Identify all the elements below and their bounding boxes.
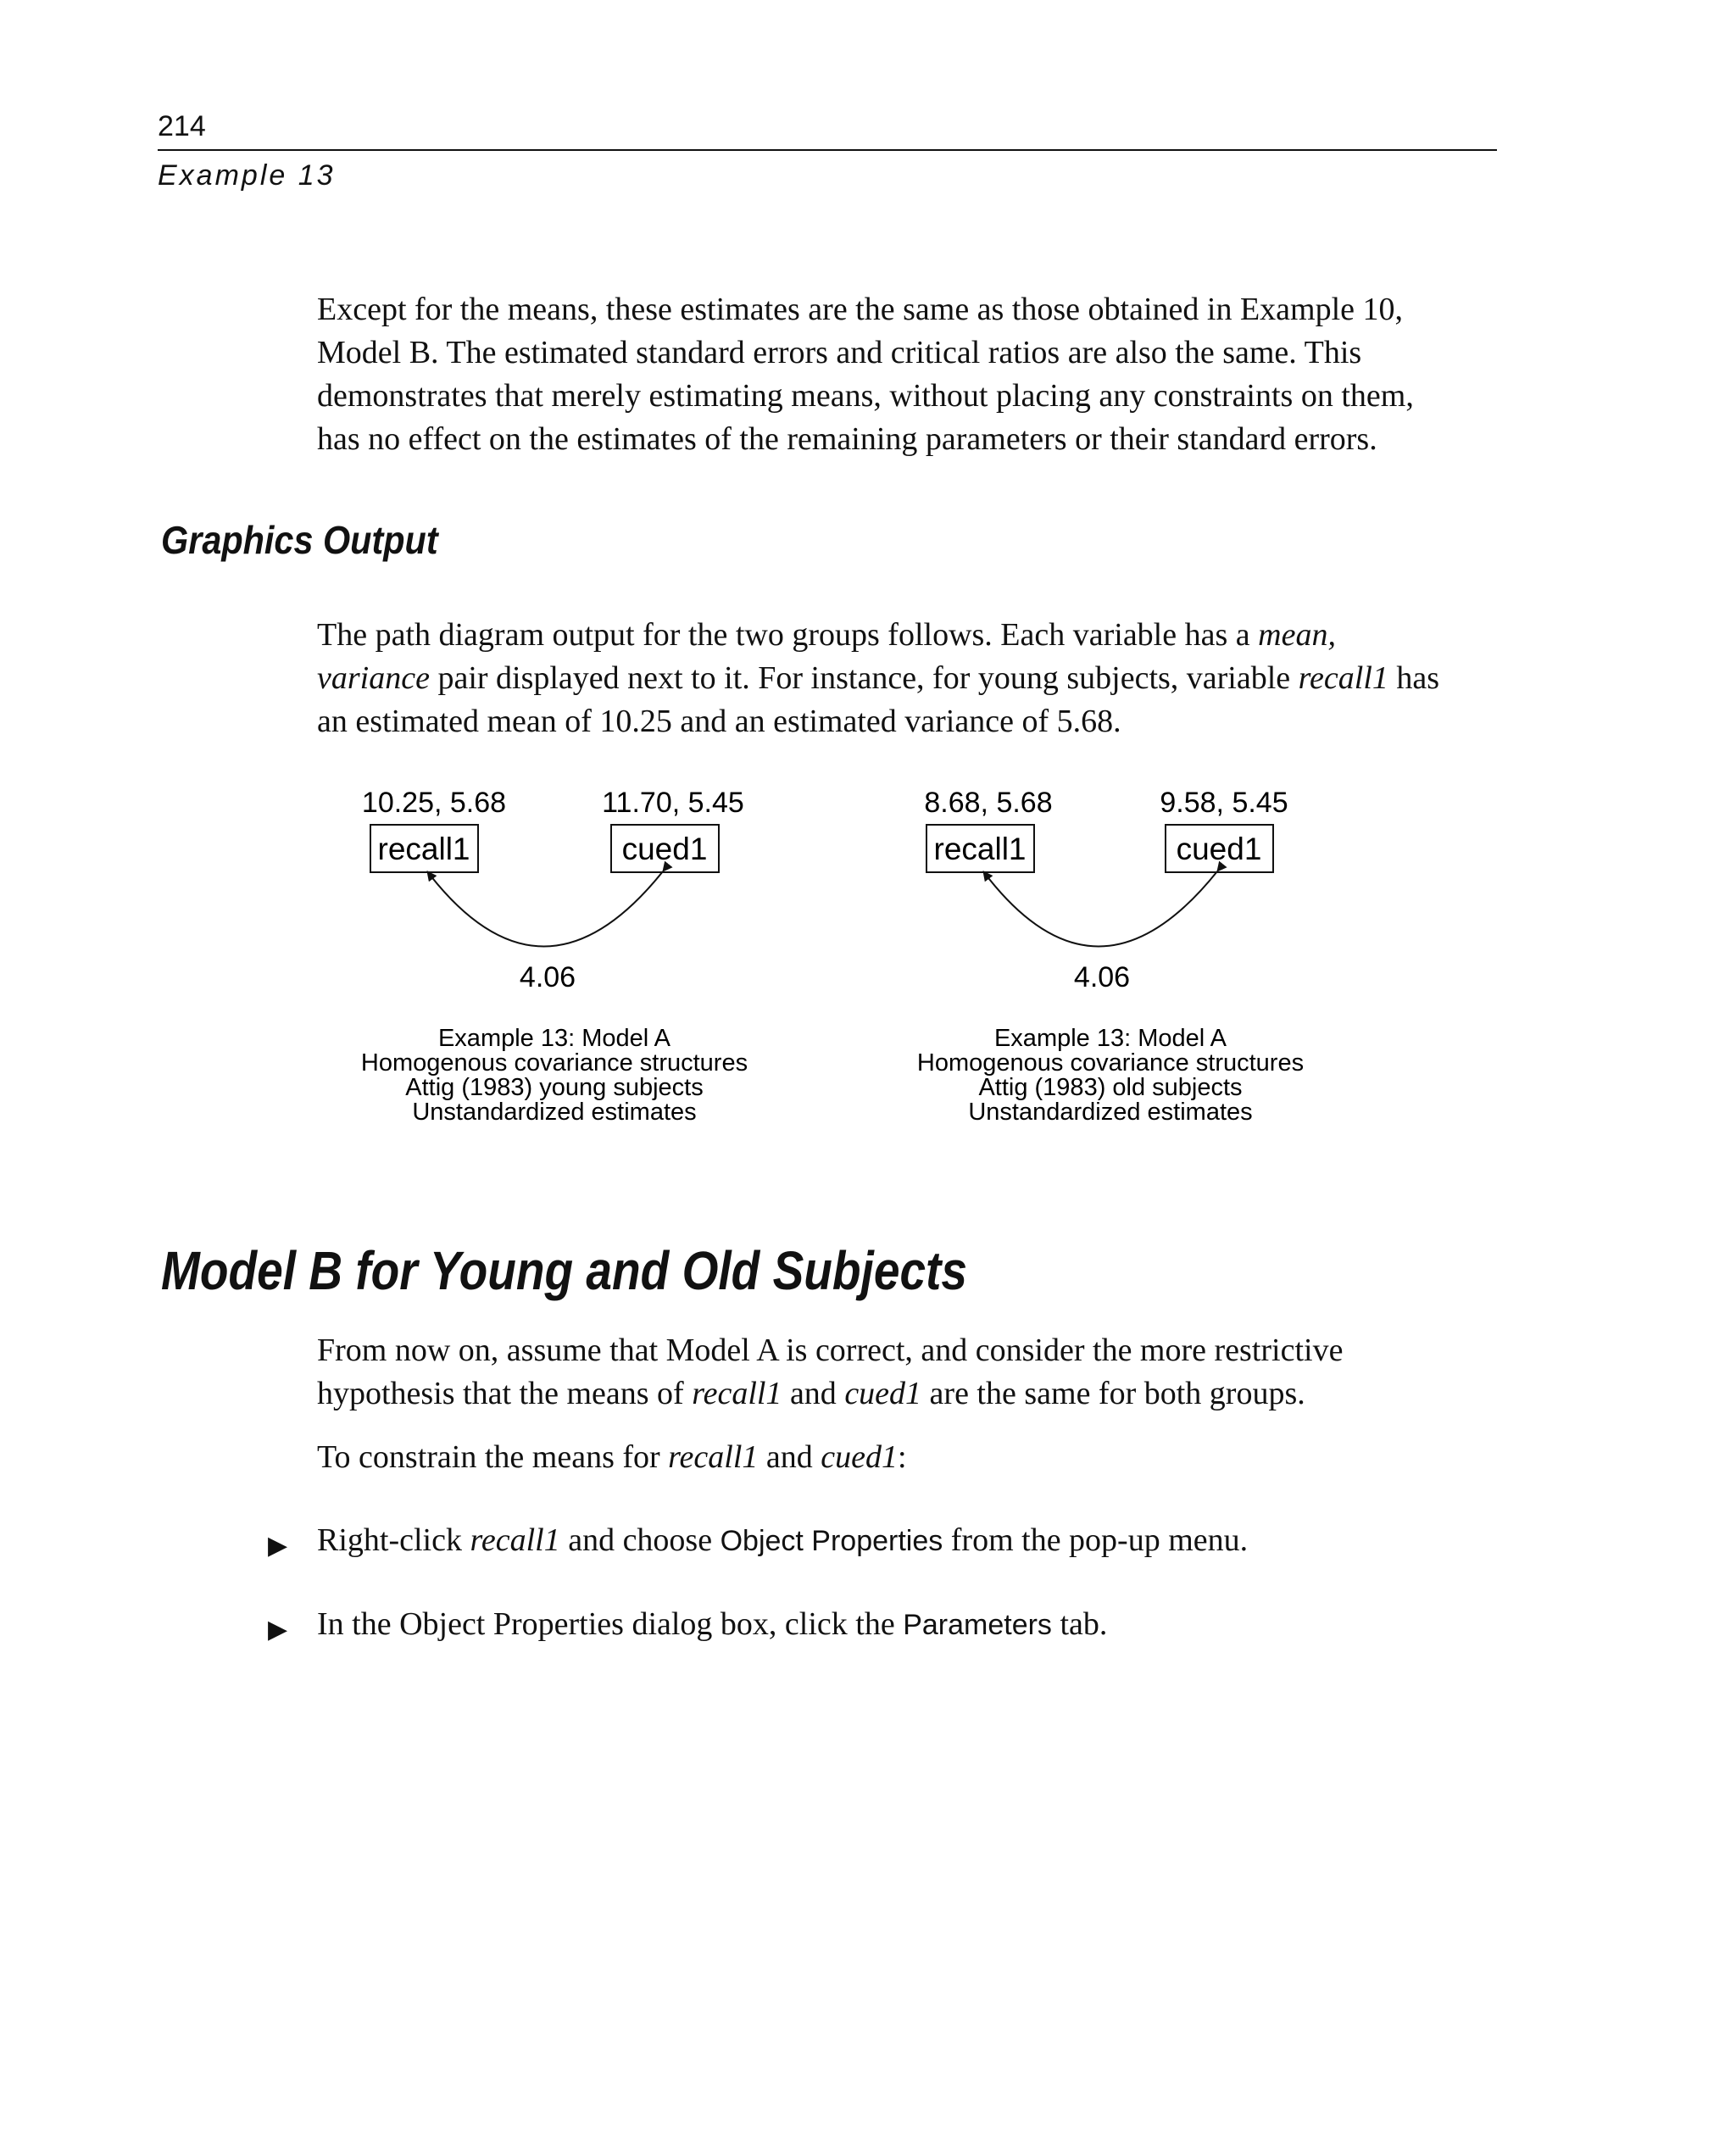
young-covariance-value: 4.06 <box>519 961 576 993</box>
young-caption-line-3: Attig (1983) young subjects <box>405 1074 704 1101</box>
step-2-text-e: tab. <box>1051 1606 1108 1642</box>
graphics-line3: an estimated mean of 10.25 and an estimated variance of 5.68. <box>317 704 1121 739</box>
young-caption-line-4: Unstandardized estimates <box>412 1099 697 1126</box>
old-caption-line-1: Example 13: Model A <box>993 1025 1227 1052</box>
young-caption-line-2: Homogenous covariance structures <box>360 1049 748 1077</box>
graphics-line2-text-d: has <box>1388 660 1440 696</box>
young-cued1-values: 11.70, 5.45 <box>602 787 744 819</box>
model-b-line2-recall1: recall1 <box>692 1376 782 1411</box>
step-2-bullet-icon: ▶ <box>268 1615 288 1644</box>
page-number: 214 <box>158 110 206 142</box>
young-cued1-label: cued1 <box>621 832 708 866</box>
step-2-parameters: Parameters <box>903 1609 1052 1641</box>
young-covariance-arrow <box>427 871 663 947</box>
model-b-line1: From now on, assume that Model A is correct, and consider the more restrictive <box>317 1333 1344 1368</box>
step-1-recall1: recall1 <box>470 1522 560 1558</box>
step-1 <box>317 1519 1504 1563</box>
constrain-text-c: and <box>758 1439 821 1475</box>
old-covariance-value: 4.06 <box>1073 961 1131 993</box>
old-covariance-arrow <box>983 871 1217 947</box>
graphics-line2-italic-c: recall1 <box>1298 660 1388 696</box>
old-caption-line-2: Homogenous covariance structures <box>916 1049 1305 1077</box>
intro-line-3: demonstrates that merely estimating means, without placing any constraints on them, <box>317 378 1414 414</box>
step-2-text-a: In the Object Properties dialog box, click the <box>317 1606 904 1642</box>
old-cued1-label: cued1 <box>1176 832 1262 866</box>
step-1-text-c: and choose <box>559 1522 721 1558</box>
diagram-young <box>361 787 748 1126</box>
intro-line-4: has no effect on the estimates of the remaining parameters or their standard errors. <box>317 421 1377 457</box>
step-1-bullet-icon: ▶ <box>268 1531 288 1561</box>
step-2 <box>317 1603 1504 1647</box>
graphics-line1-text: The path diagram output for the two groups follows. Each variable has a <box>317 617 1259 653</box>
step-1-text-e: from the pop-up menu. <box>943 1522 1249 1558</box>
model-b-line2-cued1: cued1 <box>844 1376 922 1411</box>
step-1-text-a: Right-click <box>317 1522 470 1558</box>
intro-line-2: Model B. The estimated standard errors and critical ratios are also the same. This <box>317 335 1362 370</box>
constrain-paragraph <box>317 1436 1504 1479</box>
graphics-line2-text-b: pair displayed next to it. For instance, for young subjects, variable <box>429 660 1299 696</box>
constrain-cued1: cued1 <box>821 1439 899 1475</box>
step-1-object-properties: Object Properties <box>720 1525 943 1557</box>
old-recall1-label: recall1 <box>933 832 1027 866</box>
model-b-heading: Model B for Young and Old Subjects <box>161 1240 967 1301</box>
old-cued1-values: 9.58, 5.45 <box>1160 787 1288 819</box>
graphics-line2-italic-a: variance <box>317 660 430 696</box>
old-recall1-values: 8.68, 5.68 <box>924 787 1053 819</box>
running-head: Example 13 <box>158 159 336 192</box>
old-caption-line-4: Unstandardized estimates <box>968 1099 1253 1126</box>
intro-line-1: Except for the means, these estimates are the same as those obtained in Example 10, <box>317 292 1404 327</box>
model-b-line2-e: are the same for both groups. <box>921 1376 1305 1411</box>
graphics-output-heading: Graphics Output <box>161 518 438 562</box>
model-b-line2-c: and <box>782 1376 845 1411</box>
diagram-old <box>917 787 1304 1126</box>
model-b-paragraph <box>317 1329 1504 1416</box>
constrain-text-e: : <box>898 1439 907 1475</box>
young-caption-line-1: Example 13: Model A <box>437 1025 671 1052</box>
model-b-line2-a: hypothesis that the means of <box>317 1376 693 1411</box>
young-recall1-label: recall1 <box>377 832 470 866</box>
young-recall1-values: 10.25, 5.68 <box>361 787 507 819</box>
old-caption-line-3: Attig (1983) old subjects <box>978 1074 1243 1101</box>
constrain-text-a: To constrain the means for <box>317 1439 669 1475</box>
graphics-line1-italic: mean, <box>1258 617 1336 653</box>
constrain-recall1: recall1 <box>668 1439 759 1475</box>
